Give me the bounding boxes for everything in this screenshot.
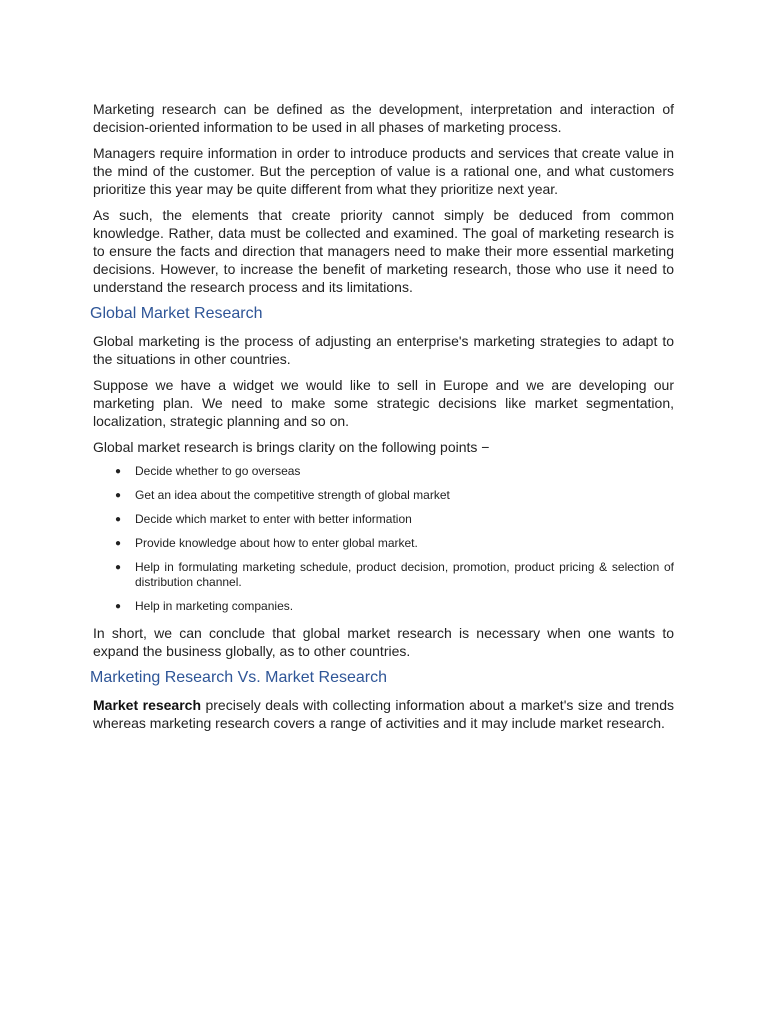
list-item	[93, 599, 674, 614]
list-item-text: Help in marketing companies.	[135, 599, 294, 613]
section-heading-versus: Marketing Research Vs. Market Research	[90, 669, 387, 686]
versus-text: precisely deals with collecting information about a market's size and trends whereas marketing research covers a range of activities and it may include market research.	[93, 697, 674, 731]
list-item	[93, 488, 674, 503]
bullet-icon: ●	[115, 601, 122, 612]
list-item	[93, 512, 674, 527]
list-item-text: Get an idea about the competitive strength of global market	[135, 488, 450, 502]
document-page	[90, 100, 674, 740]
list-item-text: Provide knowledge about how to enter global market.	[135, 536, 418, 550]
bullet-icon: ●	[115, 466, 122, 477]
global-paragraph-3: Global market research is brings clarity on the following points −	[93, 439, 490, 455]
bullet-icon: ●	[115, 514, 122, 525]
global-conclusion: In short, we can conclude that global market research is necessary when one wants to expand the business globally, as to other countries.	[93, 625, 674, 659]
list-item-text: Decide whether to go overseas	[135, 464, 301, 478]
global-paragraph-1: Global marketing is the process of adjusting an enterprise's marketing strategies to adapt to the situations in other countries.	[93, 333, 674, 367]
versus-paragraph	[93, 696, 674, 732]
intro-paragraph-1: Marketing research can be defined as the development, interpretation and interaction of decision-oriented information to be used in all phases of marketing process.	[93, 101, 674, 135]
section-heading-global: Global Market Research	[90, 305, 263, 322]
list-item-text: Help in formulating marketing schedule, product decision, promotion, product pricing & selection of distribution channel.	[135, 560, 674, 589]
list-item	[93, 536, 674, 551]
bullet-icon: ●	[115, 490, 122, 501]
bullet-icon: ●	[115, 538, 122, 549]
bullet-list	[93, 464, 674, 614]
global-paragraph-2: Suppose we have a widget we would like to sell in Europe and we are developing our marketing plan. We need to make some strategic decisions like market segmentation, localization, strategic planning and so on.	[93, 377, 674, 429]
list-item	[93, 560, 674, 590]
list-item-text: Decide which market to enter with better information	[135, 512, 412, 526]
bullet-icon: ●	[115, 562, 122, 573]
list-item	[93, 464, 674, 479]
intro-paragraph-2: Managers require information in order to introduce products and services that create value in the mind of the customer. But the perception of value is a rational one, and what customers prioritize this year may be quite different from what they prioritize next year.	[93, 145, 674, 197]
bold-term: Market research	[93, 697, 201, 713]
intro-paragraph-3: As such, the elements that create priority cannot simply be deduced from common knowledge. Rather, data must be collected and examined. The goal of marketing research is to ensure the facts and direction that managers need to make their more essential marketing decisions. However, to increase the benefit of marketing research, those who use it need to understand the research process and its limitations.	[93, 207, 674, 295]
